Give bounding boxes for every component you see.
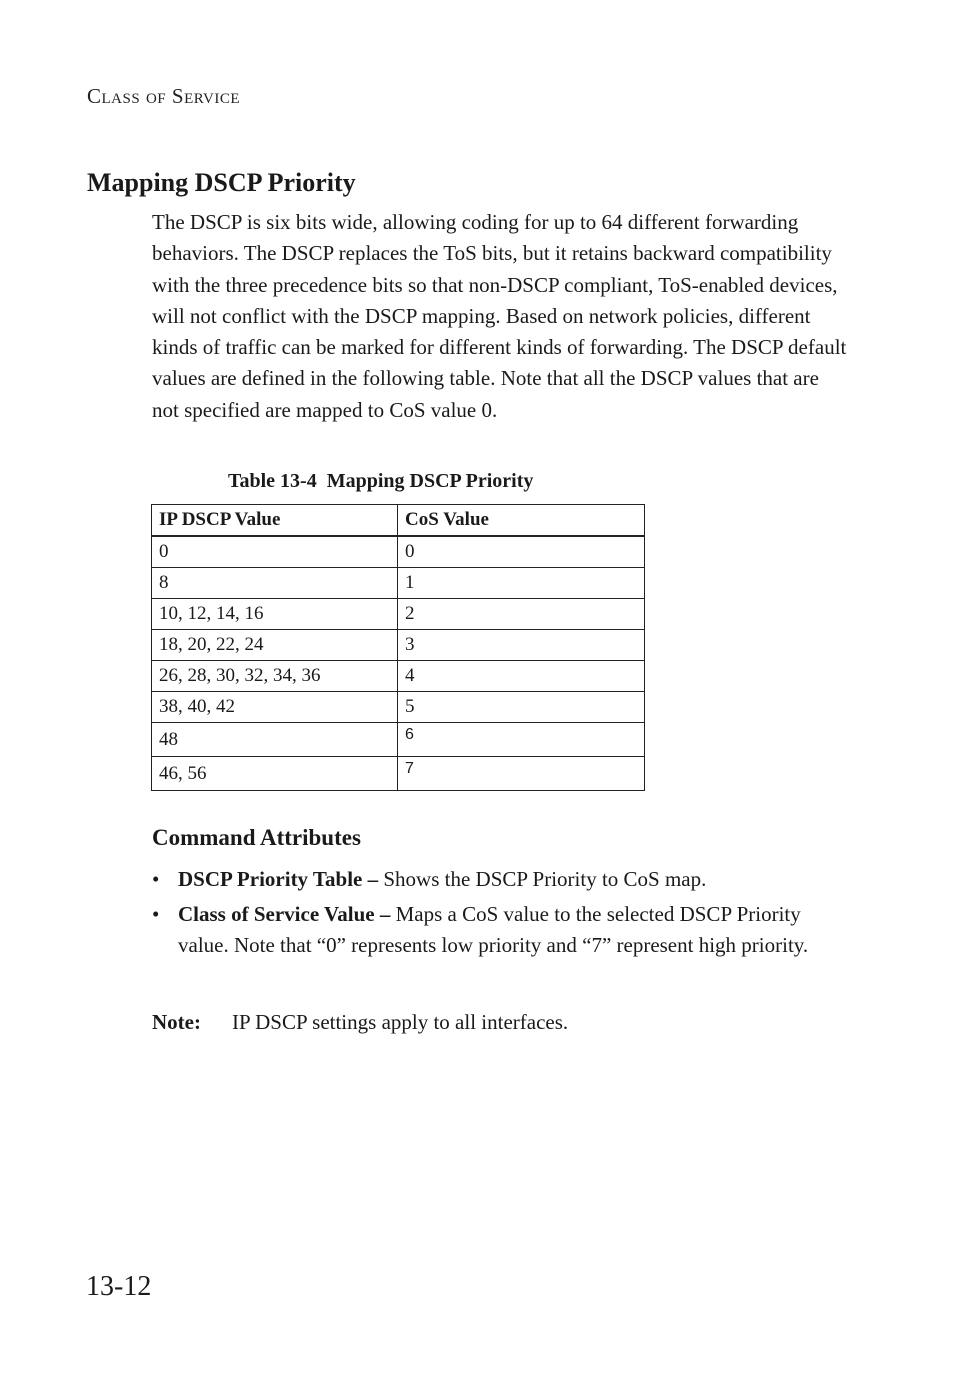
attribute-description: Maps a CoS value to the selected DSCP Priority value. Note that “0” represents low priority and “7” represent high priority.	[178, 901, 809, 957]
section-paragraph: The DSCP is six bits wide, allowing coding for up to 64 different forwarding behaviors. The DSCP replaces the ToS bits, but it retains backward compatibility with the three precedence bits so that non-DSCP compliant, ToS-enabled devices, will not conflict with the DSCP mapping. Based on network policies, different kinds of traffic can be marked for different kinds of forwarding. The DSCP default values are defined in the following table. Note that all the DSCP values that are not specified are mapped to CoS value 0.	[152, 210, 847, 422]
note	[152, 1007, 568, 1038]
ip-dscp-cell: 18, 20, 22, 24	[152, 630, 398, 661]
column-header-ip-dscp: IP DSCP Value	[152, 505, 398, 537]
command-attributes-title: Command Attributes	[152, 825, 361, 850]
table-row	[152, 568, 645, 599]
running-header-ervice: ERVICE	[184, 91, 241, 107]
running-header-lass: LASS	[101, 91, 141, 107]
running-header-of: OF	[145, 91, 167, 107]
attribute-description: Shows the DSCP Priority to CoS map.	[378, 867, 707, 891]
bullet-icon: •	[152, 867, 160, 891]
cos-cell: 4	[398, 661, 645, 692]
list-item	[152, 864, 852, 896]
table-row	[152, 692, 645, 723]
ip-dscp-cell: 0	[152, 536, 398, 568]
cos-cell: 2	[398, 599, 645, 630]
ip-dscp-cell: 38, 40, 42	[152, 692, 398, 723]
table-row	[152, 661, 645, 692]
ip-dscp-cell: 10, 12, 14, 16	[152, 599, 398, 630]
table-row	[152, 599, 645, 630]
ip-dscp-cell: 8	[152, 568, 398, 599]
page-number: 13-12	[86, 1271, 152, 1302]
note-label: Note:	[152, 1010, 201, 1034]
table-header-row	[152, 505, 645, 537]
table-row	[152, 757, 645, 791]
command-attributes-list	[152, 864, 852, 965]
ip-dscp-cell: 26, 28, 30, 32, 34, 36	[152, 661, 398, 692]
cos-cell: 5	[398, 692, 645, 723]
note-text: IP DSCP settings apply to all interfaces.	[232, 1010, 569, 1034]
cos-cell: 3	[398, 630, 645, 661]
bullet-icon: •	[152, 901, 160, 926]
cos-cell: 1	[398, 568, 645, 599]
table-row	[152, 723, 645, 757]
attribute-term: DSCP Priority Table –	[178, 867, 379, 891]
dscp-mapping-table	[151, 504, 645, 791]
cos-cell: 6	[398, 723, 645, 757]
cos-cell: 7	[398, 757, 645, 791]
list-item	[152, 899, 852, 962]
running-header	[87, 84, 240, 109]
running-header-initial-s: S	[171, 84, 185, 108]
ip-dscp-cell: 48	[152, 723, 398, 757]
ip-dscp-cell: 46, 56	[152, 757, 398, 791]
section-title: Mapping DSCP Priority	[87, 168, 356, 197]
attribute-term: Class of Service Value –	[178, 901, 391, 926]
running-header-initial-c: C	[87, 84, 102, 108]
cos-cell: 0	[398, 536, 645, 568]
table-row	[152, 536, 645, 568]
table-caption: Table 13-4 Mapping DSCP Priority	[228, 470, 534, 492]
column-header-cos: CoS Value	[398, 505, 645, 537]
table-row	[152, 630, 645, 661]
